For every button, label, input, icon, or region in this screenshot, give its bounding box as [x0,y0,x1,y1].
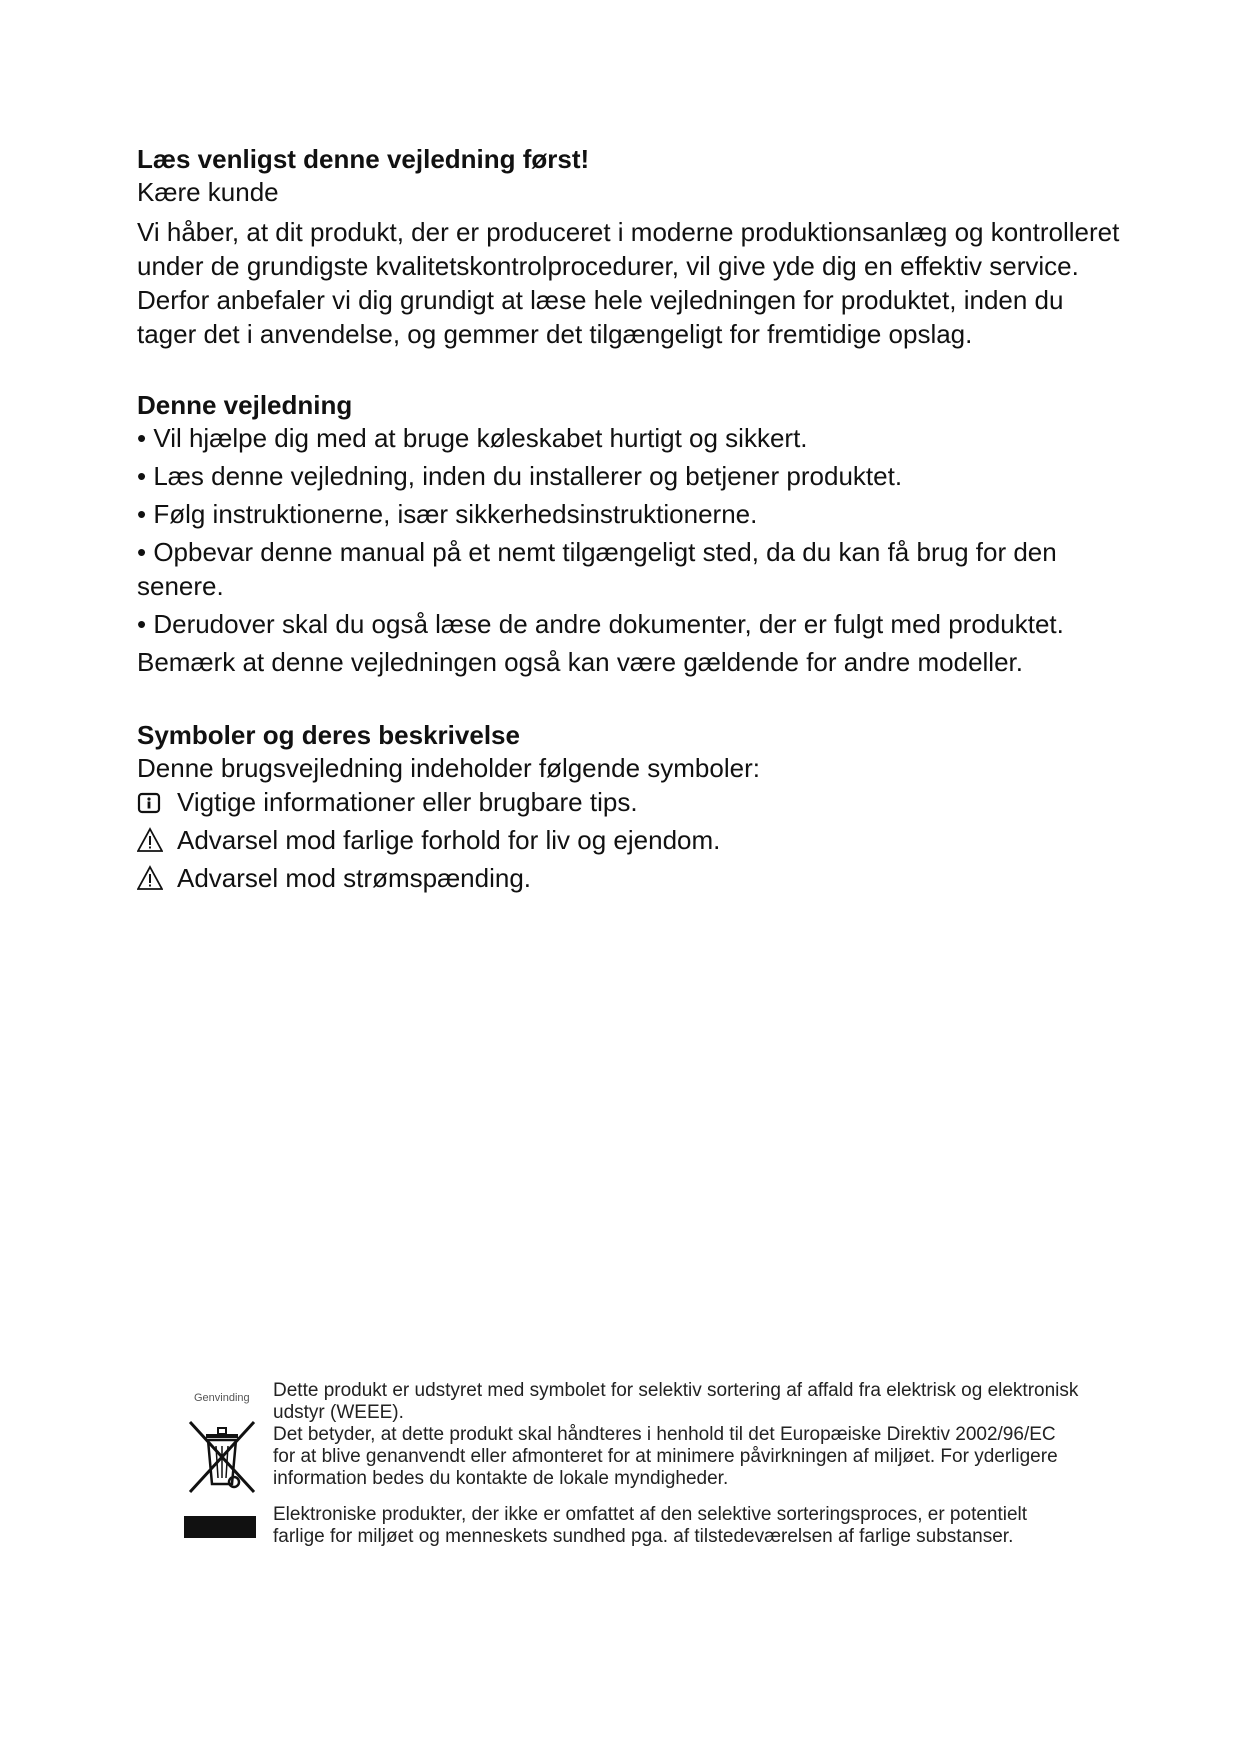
weee-logo-caption: Genvinding [194,1392,250,1404]
weee-paragraph-1a: Dette produkt er udstyret med symbolet for selektiv sortering af affald fra elektrisk og elektronisk udstyr (WEEE). [273,1380,1079,1423]
list-item: • Læs denne vejledning, inden du installerer og betjener produktet. [137,461,903,491]
warning-icon [137,865,163,891]
crossed-bin-icon [184,1416,260,1496]
intro-heading: Læs venligst denne vejledning først! [137,144,590,174]
info-icon [137,789,163,815]
list-item: • Følg instruktionerne, især sikkerhedsinstruktionerne. [137,499,758,529]
symbols-list [137,785,1127,895]
symbol-description: Vigtige informationer eller brugbare tips. [177,787,638,817]
list-item: • Vil hjælpe dig med at bruge køleskabet hurtigt og sikkert. [137,423,808,453]
weee-logo [180,1380,270,1560]
weee-paragraph-2: Elektroniske produkter, der ikke er omfattet af den selektive sorteringsproces, er potentielt farlige for miljøet og menneskets sundhed pga. af tilstedeværelsen af farlige substanser. [273,1504,1028,1547]
intro-paragraph-1: Vi håber, at dit produkt, der er produceret i moderne produktionsanlæg og kontrolleret under de grundigste kvalitetskontrolprocedurer, vil give yde dig en effektiv service. [137,217,1120,281]
symbol-description: Advarsel mod farlige forhold for liv og ejendom. [177,825,721,855]
warning-icon [137,827,163,853]
symbols-heading: Symboler og deres beskrivelse [137,720,520,750]
intro-paragraph-2: Derfor anbefaler vi dig grundigt at læse hele vejledningen for produktet, inden du tager det i anvendelse, og gemmer det tilgængeligt for fremtidige opslag. [137,285,1064,349]
symbols-intro: Denne brugsvejledning indeholder følgende symboler: [137,753,760,783]
list-item: • Derudover skal du også læse de andre dokumenter, der er fulgt med produktet. [137,609,1064,639]
symbol-description: Advarsel mod strømspænding. [177,863,532,893]
guide-heading: Denne vejledning [137,390,353,420]
guide-bullet-list [137,421,1127,641]
main-content [137,143,1127,899]
list-item: • Opbevar denne manual på et nemt tilgængeligt sted, da du kan få brug for den senere. [137,537,1057,601]
greeting: Kære kunde [137,177,279,207]
weee-paragraph-1b: Det betyder, at dette produkt skal håndteres i henhold til det Europæiske Direktiv 2002/96/EC for at blive genanvendt eller afmonteret for at minimere påvirkningen af miljøet. For yderligere information bedes du kontakte de lokale myndigheder. [273,1424,1058,1489]
list-item [137,823,1127,857]
guide-note: Bemærk at denne vejledningen også kan være gældende for andre modeller. [137,647,1023,677]
weee-text [273,1380,1083,1548]
weee-black-bar [184,1516,256,1538]
weee-notice [180,1380,1080,1580]
list-item [137,861,1127,895]
list-item [137,785,1127,819]
